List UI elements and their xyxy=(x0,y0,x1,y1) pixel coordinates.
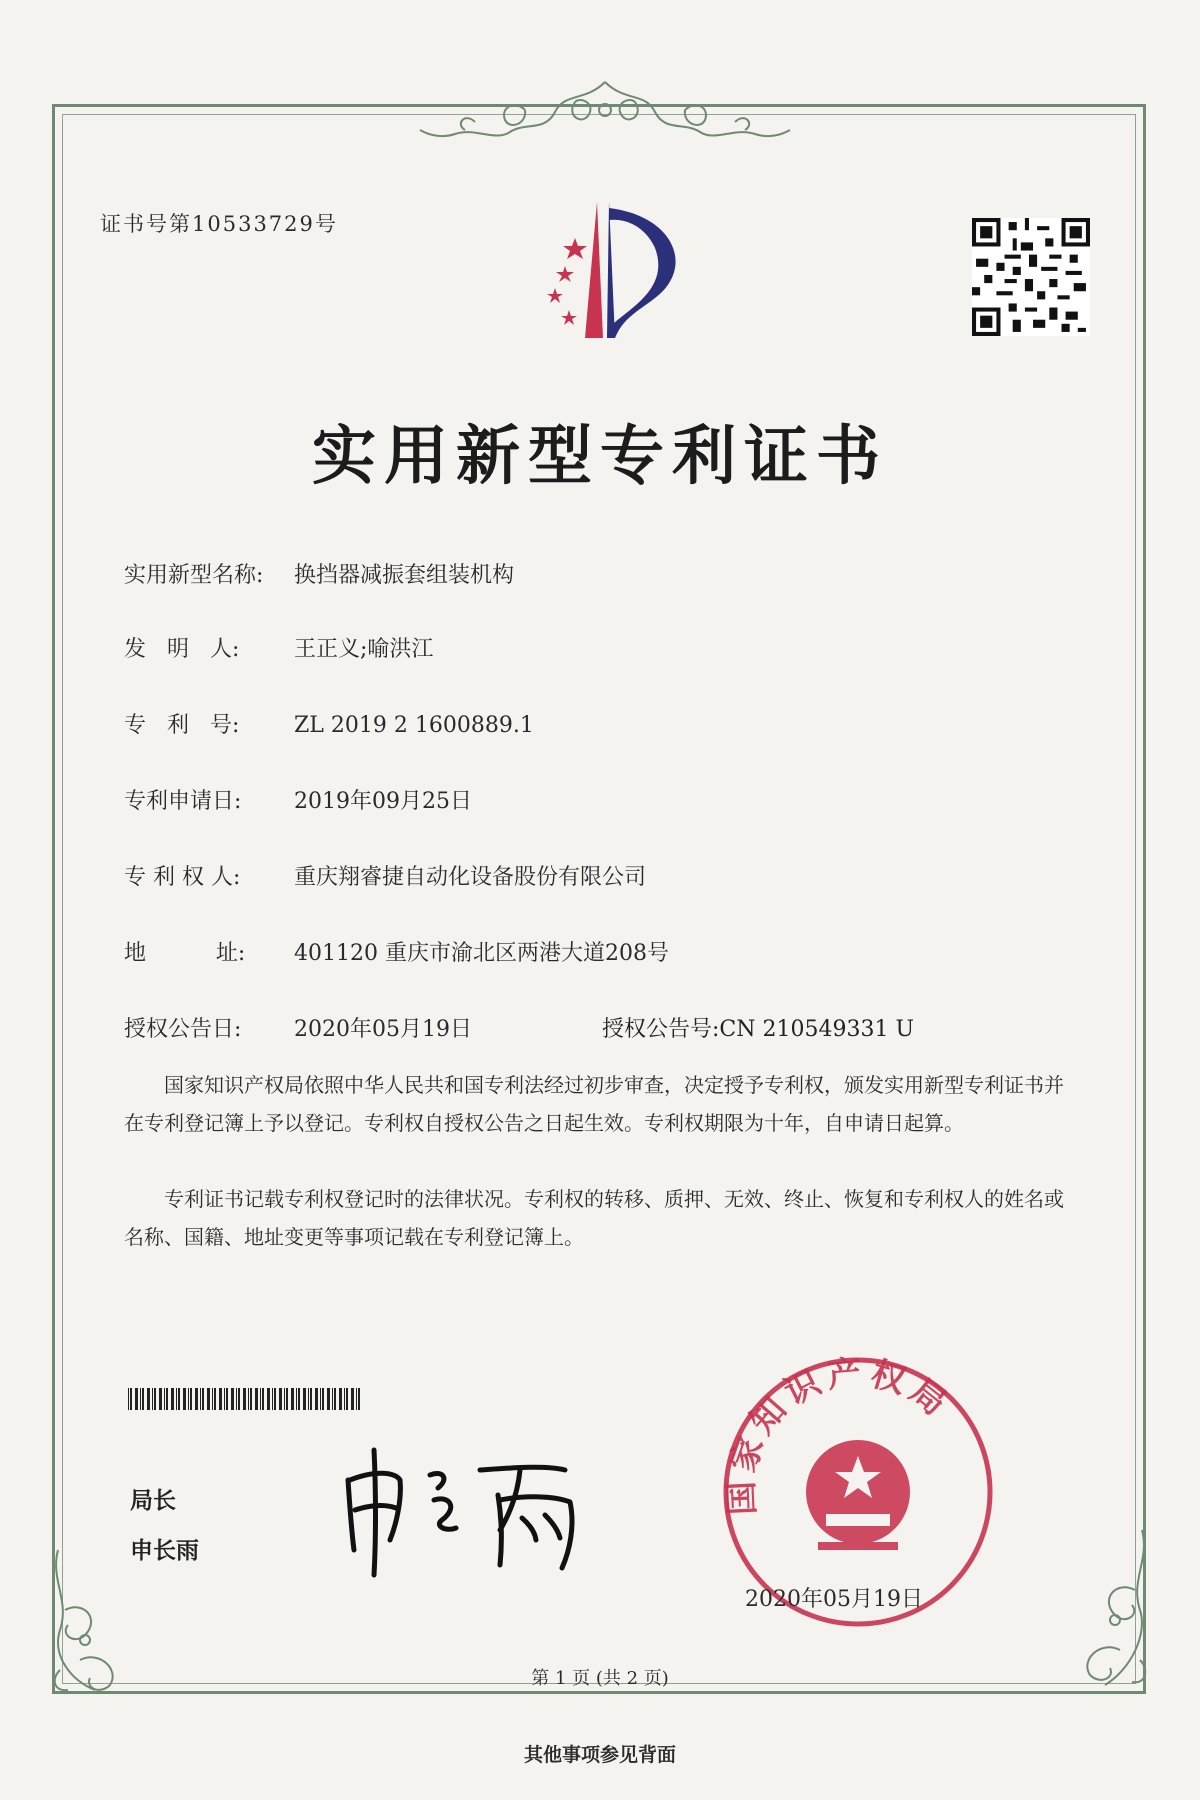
field-label: 授权公告号: xyxy=(602,1017,720,1042)
field-patentee xyxy=(124,860,646,891)
cnipa-emblem-icon xyxy=(505,198,695,348)
seal-date: 2020年05月19日 xyxy=(745,1587,923,1612)
statement-paragraph: 国家知识产权局依照中华人民共和国专利法经过初步审查，决定授予专利权，颁发实用新型专利证书并在专利登记簿上予以登记。专利权自授权公告之日起生效。专利权期限为十年，自申请日起算。 xyxy=(124,1073,1064,1135)
field-utility-name xyxy=(124,558,514,589)
field-value: 换挡器减振套组装机构 xyxy=(294,563,515,588)
field-label: 专 利 号: xyxy=(124,713,240,738)
field-address xyxy=(124,936,669,967)
qr-code xyxy=(972,218,1090,336)
field-label: 地 址: xyxy=(124,941,246,966)
field-grant-number xyxy=(602,1012,914,1043)
field-patent-number xyxy=(124,708,534,739)
field-grant-date xyxy=(124,1012,472,1043)
field-value: ZL 2019 2 1600889.1 xyxy=(294,713,534,738)
director-title: 局长 xyxy=(130,1488,176,1514)
field-value: 王正义;喻洪江 xyxy=(294,637,434,662)
field-label: 发 明 人: xyxy=(124,637,240,662)
director-signature xyxy=(330,1440,610,1580)
top-ornament xyxy=(415,72,795,152)
seal-text: 国家知识产权局 xyxy=(721,1352,959,1517)
certificate-title: 实用新型专利证书 xyxy=(312,420,888,494)
field-label: 授权公告日: xyxy=(124,1017,242,1042)
barcode xyxy=(128,1388,364,1410)
field-value: 2019年09月25日 xyxy=(294,789,472,814)
field-label: 专利申请日: xyxy=(124,789,242,814)
back-note: 其他事项参见背面 xyxy=(523,1744,676,1766)
field-label: 专 利 权 人: xyxy=(124,865,241,890)
field-inventor xyxy=(124,632,433,663)
field-label: 实用新型名称: xyxy=(124,563,264,588)
field-value: CN 210549331 U xyxy=(719,1017,915,1042)
director-name: 申长雨 xyxy=(130,1538,199,1564)
legal-status-paragraph: 专利证书记载专利权登记时的法律状况。专利权的转移、质押、无效、终止、恢复和专利权人的姓名或名称、国籍、地址变更等事项记载在专利登记簿上。 xyxy=(124,1187,1064,1249)
certificate-number: 证书号第10533729号 xyxy=(100,212,338,236)
field-value: 401120 重庆市渝北区两港大道208号 xyxy=(294,941,669,966)
field-value: 2020年05月19日 xyxy=(294,1017,472,1042)
page-indicator: 第 1 页 (共 2 页) xyxy=(531,1668,669,1689)
field-value: 重庆翔睿捷自动化设备股份有限公司 xyxy=(294,865,647,890)
field-filing-date xyxy=(124,784,472,815)
